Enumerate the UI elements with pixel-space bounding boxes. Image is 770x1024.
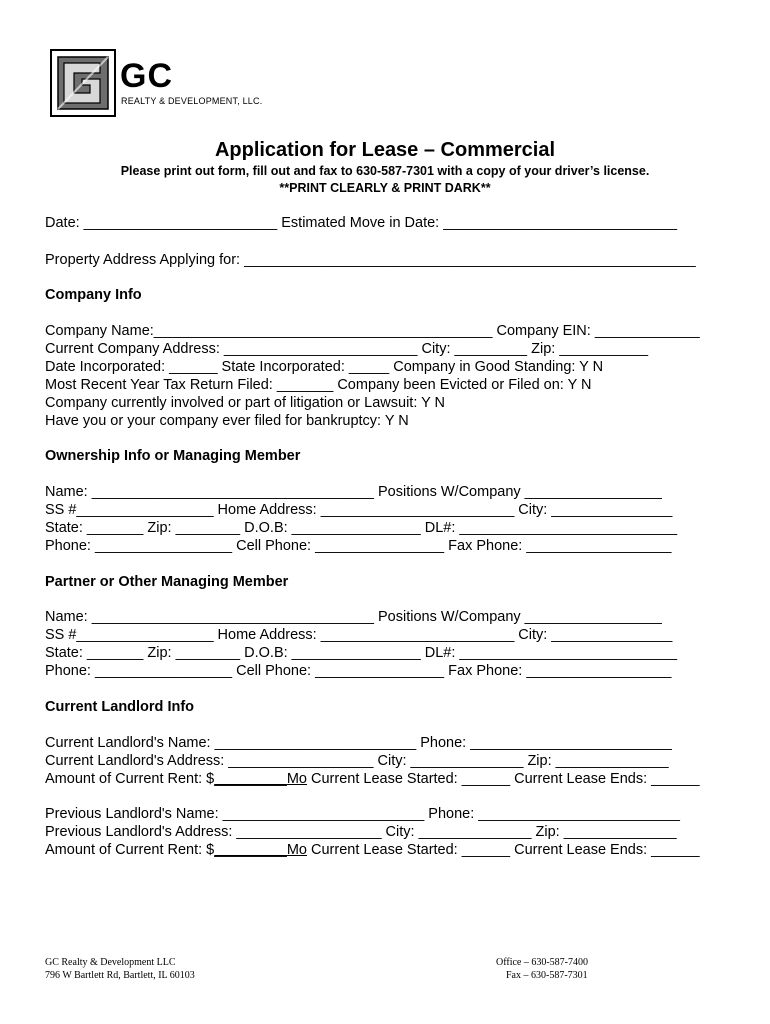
logo-brand-text: GC	[120, 57, 173, 95]
lease-dates[interactable]: Current Lease Started: ______ Current Lease Ends: ______	[306, 842, 700, 858]
rent-label: Amount of Current Rent: $	[45, 842, 215, 858]
page-title: Application for Lease – Commercial	[214, 139, 556, 161]
incorporation-line[interactable]: Date Incorporated: ______ State Incorporated: _____ Company in Good Standing: Y N	[45, 359, 604, 375]
company-name-line[interactable]: Company Name:__________________________________________ Company EIN: _____________	[45, 323, 700, 339]
owner-phone-line[interactable]: Phone: _________________ Cell Phone: ________________ Fax Phone: __________________	[45, 538, 672, 554]
logo-subtitle: REALTY & DEVELOPMENT, LLC.	[121, 96, 263, 106]
bankruptcy-line[interactable]: Have you or your company ever filed for bankruptcy: Y N	[45, 413, 409, 429]
section-heading-ownership: Ownership Info or Managing Member	[45, 448, 301, 464]
date-move-in-line[interactable]: Date: ________________________ Estimated Move in Date: _____________________________	[45, 215, 678, 231]
partner-phone-line[interactable]: Phone: _________________ Cell Phone: ________________ Fax Phone: __________________	[45, 663, 672, 679]
footer-company-name: GC Realty & Development LLC	[45, 957, 176, 968]
gc-logo-mark-icon	[50, 49, 116, 117]
property-address-line[interactable]: Property Address Applying for: ________________________________________________________	[45, 252, 696, 268]
lease-dates[interactable]: Current Lease Started: ______ Current Lease Ends: ______	[306, 771, 700, 787]
footer-fax: Fax – 630-587-7301	[506, 970, 588, 981]
section-heading-partner: Partner or Other Managing Member	[45, 574, 289, 590]
current-landlord-name-line[interactable]: Current Landlord's Name: _________________________ Phone: _________________________	[45, 735, 672, 751]
rent-blank[interactable]: _________	[214, 771, 287, 787]
litigation-line[interactable]: Company currently involved or part of litigation or Lawsuit: Y N	[45, 395, 446, 411]
previous-rent-line[interactable]	[45, 841, 700, 859]
footer-address: 796 W Bartlett Rd, Bartlett, IL 60103	[45, 970, 195, 981]
section-heading-company: Company Info	[45, 287, 142, 303]
current-rent-line[interactable]	[45, 770, 700, 788]
section-heading-landlord: Current Landlord Info	[45, 699, 195, 715]
current-landlord-address-line[interactable]: Current Landlord's Address: __________________ City: ______________ Zip: ______________	[45, 753, 669, 769]
previous-landlord-name-line[interactable]: Previous Landlord's Name: _________________________ Phone: _________________________	[45, 806, 680, 822]
company-address-line[interactable]: Current Company Address: ________________________ City: _________ Zip: ___________	[45, 341, 649, 357]
company-logo	[50, 49, 290, 117]
instruction-text: Please print out form, fill out and fax to 630-587-7301 with a copy of your driver’s license.	[120, 164, 650, 178]
owner-state-line[interactable]: State: _______ Zip: ________ D.O.B: ________________ DL#: ___________________________	[45, 520, 678, 536]
owner-ss-line[interactable]: SS #_________________ Home Address: ________________________ City: _______________	[45, 502, 673, 518]
rent-blank[interactable]: _________	[214, 842, 287, 858]
rent-label: Amount of Current Rent: $	[45, 771, 215, 787]
partner-state-line[interactable]: State: _______ Zip: ________ D.O.B: ________________ DL#: ___________________________	[45, 645, 678, 661]
rent-per-month: Mo	[286, 842, 307, 858]
footer-office-phone: Office – 630-587-7400	[496, 957, 589, 968]
previous-landlord-address-line[interactable]: Previous Landlord's Address: __________________ City: ______________ Zip: ______________	[45, 824, 677, 840]
rent-per-month: Mo	[286, 771, 307, 787]
partner-ss-line[interactable]: SS #_________________ Home Address: ________________________ City: _______________	[45, 627, 673, 643]
print-note: **PRINT CLEARLY & PRINT DARK**	[279, 181, 491, 195]
partner-name-line[interactable]: Name: ___________________________________ Positions W/Company _________________	[45, 609, 662, 625]
tax-return-line[interactable]: Most Recent Year Tax Return Filed: _______ Company been Evicted or Filed on: Y N	[45, 377, 592, 393]
owner-name-line[interactable]: Name: ___________________________________ Positions W/Company _________________	[45, 484, 662, 500]
